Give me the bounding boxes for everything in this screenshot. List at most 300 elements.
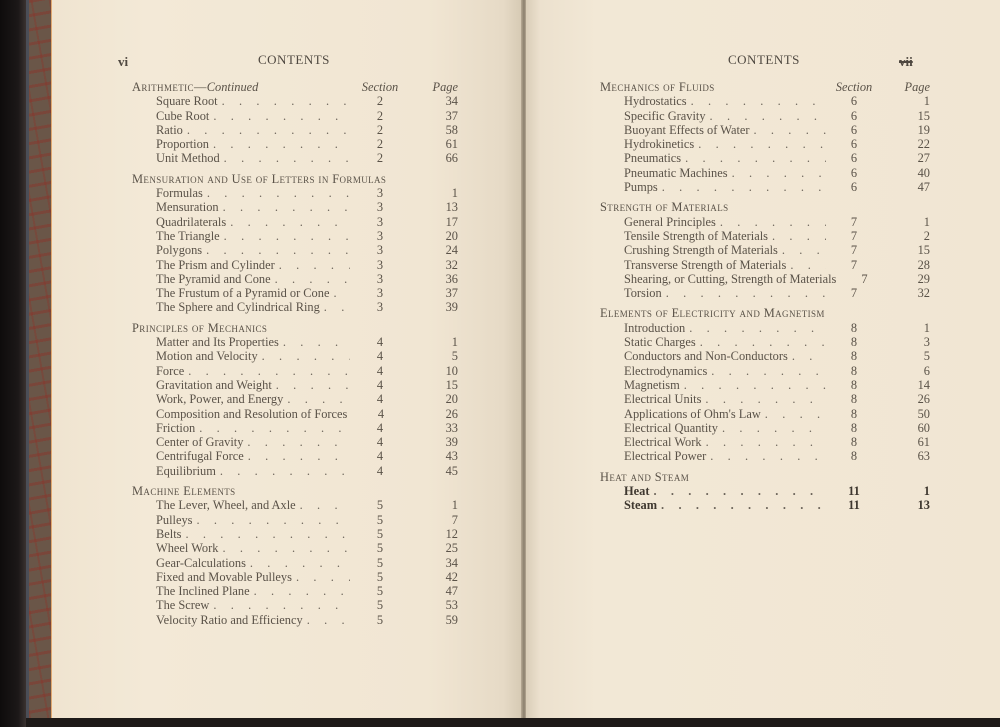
toc-entry [132,570,458,584]
toc-entry [132,421,458,435]
toc-entry [600,94,930,108]
toc-entry [600,392,930,406]
entry-page: 61 [445,137,458,152]
entry-page: 66 [445,151,458,166]
entry-section: 8 [850,406,858,421]
dot-leader [702,435,826,449]
toc-header-row [600,80,930,94]
entry-page: 43 [445,449,458,464]
dot-leader [292,570,350,584]
group-title: Mensuration and Use of Letters in Formulas [132,171,387,186]
entry-page: 1 [451,335,458,350]
toc-entry [600,449,930,463]
page-column-header: Page [904,80,930,94]
entry-title: Quadrilaterals [156,214,227,229]
dot-leader [218,541,350,555]
page-number: vi [118,54,129,69]
dot-leader [303,613,350,627]
entry-title: Buoyant Effects of Water [624,122,750,137]
entry-page: 15 [917,243,930,258]
entry-section: 4 [376,392,384,407]
toc-entry [600,109,930,123]
entry-title: Composition and Resolution of Forces [156,406,348,421]
entry-section: 4 [376,449,384,464]
dot-leader [243,435,350,449]
entry-title: Fixed and Movable Pulleys [156,569,292,584]
toc-entry [132,349,458,363]
entry-section: 5 [376,555,384,570]
entry-title: The Inclined Plane [156,584,250,599]
entry-page: 26 [917,392,930,407]
entry-section: 8 [850,377,858,392]
entry-page: 47 [445,584,458,599]
entry-title: Shearing, or Cutting, Strength of Materials [624,271,837,286]
entry-page: 3 [923,335,930,350]
right-page [526,0,1000,718]
dot-leader [181,527,350,541]
book-bottom-edge [26,718,1000,727]
entry-page: 22 [917,137,930,152]
toc-entry [600,286,930,300]
dot-leader [728,166,826,180]
entry-title: Specific Gravity [624,108,706,123]
entry-page: 1 [923,484,930,499]
toc-entry [132,584,458,598]
toc-entry [600,421,930,435]
group-title: Machine Elements [132,484,236,499]
toc-entry [600,435,930,449]
dot-leader [706,449,826,463]
entry-section: 5 [376,612,384,627]
entry-title: Equilibrium [156,463,216,478]
entry-section: 5 [376,569,384,584]
dot-leader [694,137,826,151]
entry-section: 4 [376,377,384,392]
running-head: CONTENTS [258,52,330,67]
entry-page: 33 [445,420,458,435]
dot-leader [195,421,350,435]
toc-entry [600,484,930,498]
toc-entry [600,151,930,165]
toc-entry [132,286,458,300]
entry-title: Electrical Quantity [624,420,718,435]
toc-entry [132,258,458,272]
dot-leader [296,498,350,512]
toc-entry [132,498,458,512]
entry-title: Ratio [156,122,183,137]
entry-section: 6 [850,94,858,109]
page-column-header: Page [432,80,458,94]
entry-section: 6 [850,108,858,123]
entry-title: Conductors and Non-Conductors [624,349,788,364]
entry-section: 8 [850,349,858,364]
entry-section: 3 [376,257,384,272]
entry-section: 7 [850,243,858,258]
entry-title: Static Charges [624,335,696,350]
entry-page: 61 [917,435,930,450]
entry-section: 5 [376,584,384,599]
dot-leader [244,449,350,463]
entry-title: Motion and Velocity [156,349,258,364]
entry-page: 50 [917,406,930,421]
dot-leader [271,272,350,286]
entry-section: 3 [376,228,384,243]
entry-page: 15 [445,377,458,392]
entry-title: The Lever, Wheel, and Axle [156,498,296,513]
entry-section: 11 [848,498,860,513]
entry-page: 6 [923,363,930,378]
entry-page: 36 [445,271,458,286]
entry-title: The Sphere and Cylindrical Ring [156,300,320,315]
dot-leader [696,335,826,349]
entry-title: Velocity Ratio and Efficiency [156,612,303,627]
entry-page: 47 [917,180,930,195]
entry-title: Torsion [624,286,662,301]
dot-leader [209,598,350,612]
entry-title: Introduction [624,320,686,335]
entry-section: 7 [850,214,858,229]
book-cover-edge [0,0,26,727]
entry-page: 24 [445,243,458,258]
dot-leader [220,151,350,165]
entry-page: 63 [917,449,930,464]
entry-page: 29 [917,271,930,286]
entry-title: Wheel Work [156,541,219,556]
entry-page: 32 [445,257,458,272]
entry-title: The Pyramid and Cone [156,271,271,286]
entry-page: 34 [445,94,458,109]
entry-title: Pulleys [156,512,193,527]
entry-title: Square Root [156,94,218,109]
entry-page: 13 [445,200,458,215]
dot-leader [681,151,826,165]
entry-page: 1 [923,94,930,109]
dot-leader [680,378,826,392]
toc-entry [600,364,930,378]
toc-entry [132,137,458,151]
group-title: Mechanics of Fluids [600,80,715,94]
section-column-header: Section [361,80,399,94]
entry-section: 4 [377,406,385,421]
entry-section: 3 [376,300,384,315]
entry-page: 19 [917,122,930,137]
entry-page: 45 [445,463,458,478]
entry-page: 12 [445,526,458,541]
toc-entry [132,378,458,392]
entry-section: 5 [376,598,384,613]
toc-entry [132,272,458,286]
entry-title: Work, Power, and Energy [156,392,284,407]
entry-page: 37 [445,286,458,301]
entry-title: Electrodynamics [624,363,708,378]
toc-entry [600,215,930,229]
table-of-contents [132,80,458,627]
toc-entry [132,200,458,214]
entry-section: 2 [376,151,384,166]
entry-section: 5 [376,541,384,556]
dot-leader [750,123,826,137]
group-title: Strength of Materials [600,200,729,215]
group-title [132,80,258,94]
entry-section: 11 [848,484,860,499]
entry-section: 7 [850,228,858,243]
toc-entry [132,613,458,627]
toc-entry [132,300,458,314]
book-binding [26,0,52,718]
dot-leader [320,300,350,314]
dot-leader [226,215,350,229]
entry-page: 13 [917,498,930,513]
entry-title: Matter and Its Properties [156,335,279,350]
group-title: Principles of Mechanics [132,320,268,335]
entry-section: 4 [376,349,384,364]
dot-leader [761,407,826,421]
entry-title: Centrifugal Force [156,449,244,464]
entry-title: Force [156,363,185,378]
section-column-header: Section [835,80,873,94]
entry-title: The Screw [156,598,210,613]
dot-leader [219,200,350,214]
entry-title: Center of Gravity [156,435,244,450]
dot-leader [706,109,826,123]
toc-entry [600,349,930,363]
dot-leader [250,584,350,598]
entry-section: 7 [861,271,868,286]
entry-page: 34 [445,555,458,570]
dot-leader [707,364,826,378]
toc-entry [600,243,930,257]
entry-title: The Triangle [156,228,220,243]
toc-entry [132,94,458,108]
dot-leader [687,94,826,108]
entry-title: Gear-Calculations [156,555,246,570]
entry-title: Transverse Strength of Materials [624,257,787,272]
entry-section: 3 [376,186,384,201]
dot-leader [279,335,350,349]
dot-leader [184,364,350,378]
entry-title: Unit Method [156,151,220,166]
toc-entry [600,498,930,512]
entry-page: 58 [445,122,458,137]
dot-leader [216,464,350,478]
entry-section: 8 [850,420,858,435]
dot-leader [786,258,826,272]
toc-entry [132,109,458,123]
toc-entry [132,407,458,421]
toc-entry [132,464,458,478]
toc-entry [132,513,458,527]
entry-title: Polygons [156,243,203,258]
entry-section: 8 [850,449,858,464]
entry-page: 17 [445,214,458,229]
entry-title: Pneumatic Machines [624,165,728,180]
toc-entry [600,229,930,243]
entry-title: Tensile Strength of Materials [624,228,768,243]
running-head: CONTENTS [728,52,800,67]
entry-title: Hydrokinetics [624,137,695,152]
entry-section: 7 [850,257,858,272]
entry-page: 28 [917,257,930,272]
entry-page: 27 [917,151,930,166]
table-of-contents [600,80,930,513]
dot-leader [218,94,350,108]
entry-section: 4 [376,463,384,478]
page-number [899,54,913,70]
entry-title: Belts [156,526,182,541]
entry-page: 39 [445,435,458,450]
toc-entry [600,180,930,194]
entry-title: Heat [624,484,650,499]
toc-entry [600,335,930,349]
entry-section: 6 [850,151,858,166]
entry-section: 7 [850,286,858,301]
dot-leader [209,109,350,123]
dot-leader [209,137,350,151]
group-title: Heat and Steam [600,469,690,484]
entry-title: Electrical Work [624,435,702,450]
entry-title: Electrical Units [624,392,702,407]
entry-section: 2 [376,137,384,152]
entry-title: General Principles [624,214,716,229]
entry-title: Applications of Ohm's Law [624,406,761,421]
dot-leader [220,229,350,243]
entry-page: 60 [917,420,930,435]
entry-page: 5 [923,349,930,364]
entry-section: 3 [376,243,384,258]
toc-entry [600,123,930,137]
dot-leader [258,349,350,363]
entry-title: The Prism and Cylinder [156,257,275,272]
entry-title: The Frustum of a Pyramid or Cone [156,286,330,301]
entry-title: Pneumatics [624,151,682,166]
toc-entry [132,527,458,541]
dot-leader [768,229,826,243]
entry-page: 37 [445,108,458,123]
dot-leader [657,498,826,512]
entry-section: 8 [850,392,858,407]
toc-entry [132,335,458,349]
entry-page: 2 [923,228,930,243]
entry-section: 3 [376,271,384,286]
entry-section: 4 [376,420,384,435]
entry-section: 6 [850,122,858,137]
toc-entry [132,151,458,165]
dot-leader [788,349,826,363]
entry-page: 1 [451,498,458,513]
dot-leader [193,513,351,527]
entry-page: 15 [917,108,930,123]
dot-leader [778,243,826,257]
entry-title: Hydrostatics [624,94,687,109]
dot-leader [649,484,826,498]
entry-page: 26 [445,406,458,421]
entry-title: Magnetism [624,377,680,392]
entry-section: 6 [850,137,858,152]
dot-leader [246,556,350,570]
toc-entry [132,598,458,612]
entry-page: 5 [451,349,458,364]
entry-section: 2 [376,94,384,109]
toc-entry [132,556,458,570]
entry-section: 4 [376,335,384,350]
entry-section: 5 [376,498,384,513]
toc-entry [132,229,458,243]
toc-entry [132,392,458,406]
toc-header-row [132,80,458,94]
entry-section: 8 [850,435,858,450]
toc-entry [132,449,458,463]
toc-entry [600,378,930,392]
entry-section: 4 [376,363,384,378]
entry-page: 42 [445,569,458,584]
entry-section: 8 [850,320,858,335]
entry-title: Proportion [156,137,210,152]
dot-leader [662,286,826,300]
entry-section: 6 [850,180,858,195]
entry-page: 59 [445,612,458,627]
entry-title: Electrical Power [624,449,707,464]
dot-leader [685,321,826,335]
toc-entry [600,407,930,421]
left-page [52,0,522,718]
group-title-text: Arithmetic— [132,80,207,94]
entry-page: 53 [445,598,458,613]
entry-page: 25 [445,541,458,556]
entry-page: 20 [445,228,458,243]
entry-section: 2 [376,108,384,123]
dot-leader [275,258,350,272]
entry-section: 2 [376,122,384,137]
entry-title: Pumps [624,180,658,195]
dot-leader [716,215,826,229]
entry-page: 20 [445,392,458,407]
toc-entry [600,272,930,286]
entry-section: 3 [376,200,384,215]
toc-entry [132,215,458,229]
page-number-text: vii [899,54,913,69]
toc-entry [600,258,930,272]
dot-leader [658,180,826,194]
entry-title: Steam [624,498,658,513]
entry-section: 4 [376,435,384,450]
toc-entry [132,186,458,200]
entry-section: 8 [850,363,858,378]
entry-section: 3 [376,214,384,229]
entry-title: Friction [156,420,196,435]
toc-entry [600,137,930,151]
dot-leader [701,392,826,406]
toc-entry [600,166,930,180]
entry-page: 1 [923,214,930,229]
toc-entry [132,243,458,257]
entry-title: Crushing Strength of Materials [624,243,778,258]
dot-leader [272,378,350,392]
entry-section: 5 [376,526,384,541]
entry-page: 10 [445,363,458,378]
entry-title: Gravitation and Weight [156,377,272,392]
entry-title: Formulas [156,186,203,201]
entry-section: 8 [850,335,858,350]
dot-leader [283,392,350,406]
entry-page: 40 [917,165,930,180]
entry-section: 3 [376,286,384,301]
group-title: Elements of Electricity and Magnetism [600,306,825,321]
toc-entry [600,321,930,335]
dot-leader [183,123,350,137]
entry-section: 5 [376,512,384,527]
entry-page: 1 [923,320,930,335]
entry-page: 32 [917,286,930,301]
